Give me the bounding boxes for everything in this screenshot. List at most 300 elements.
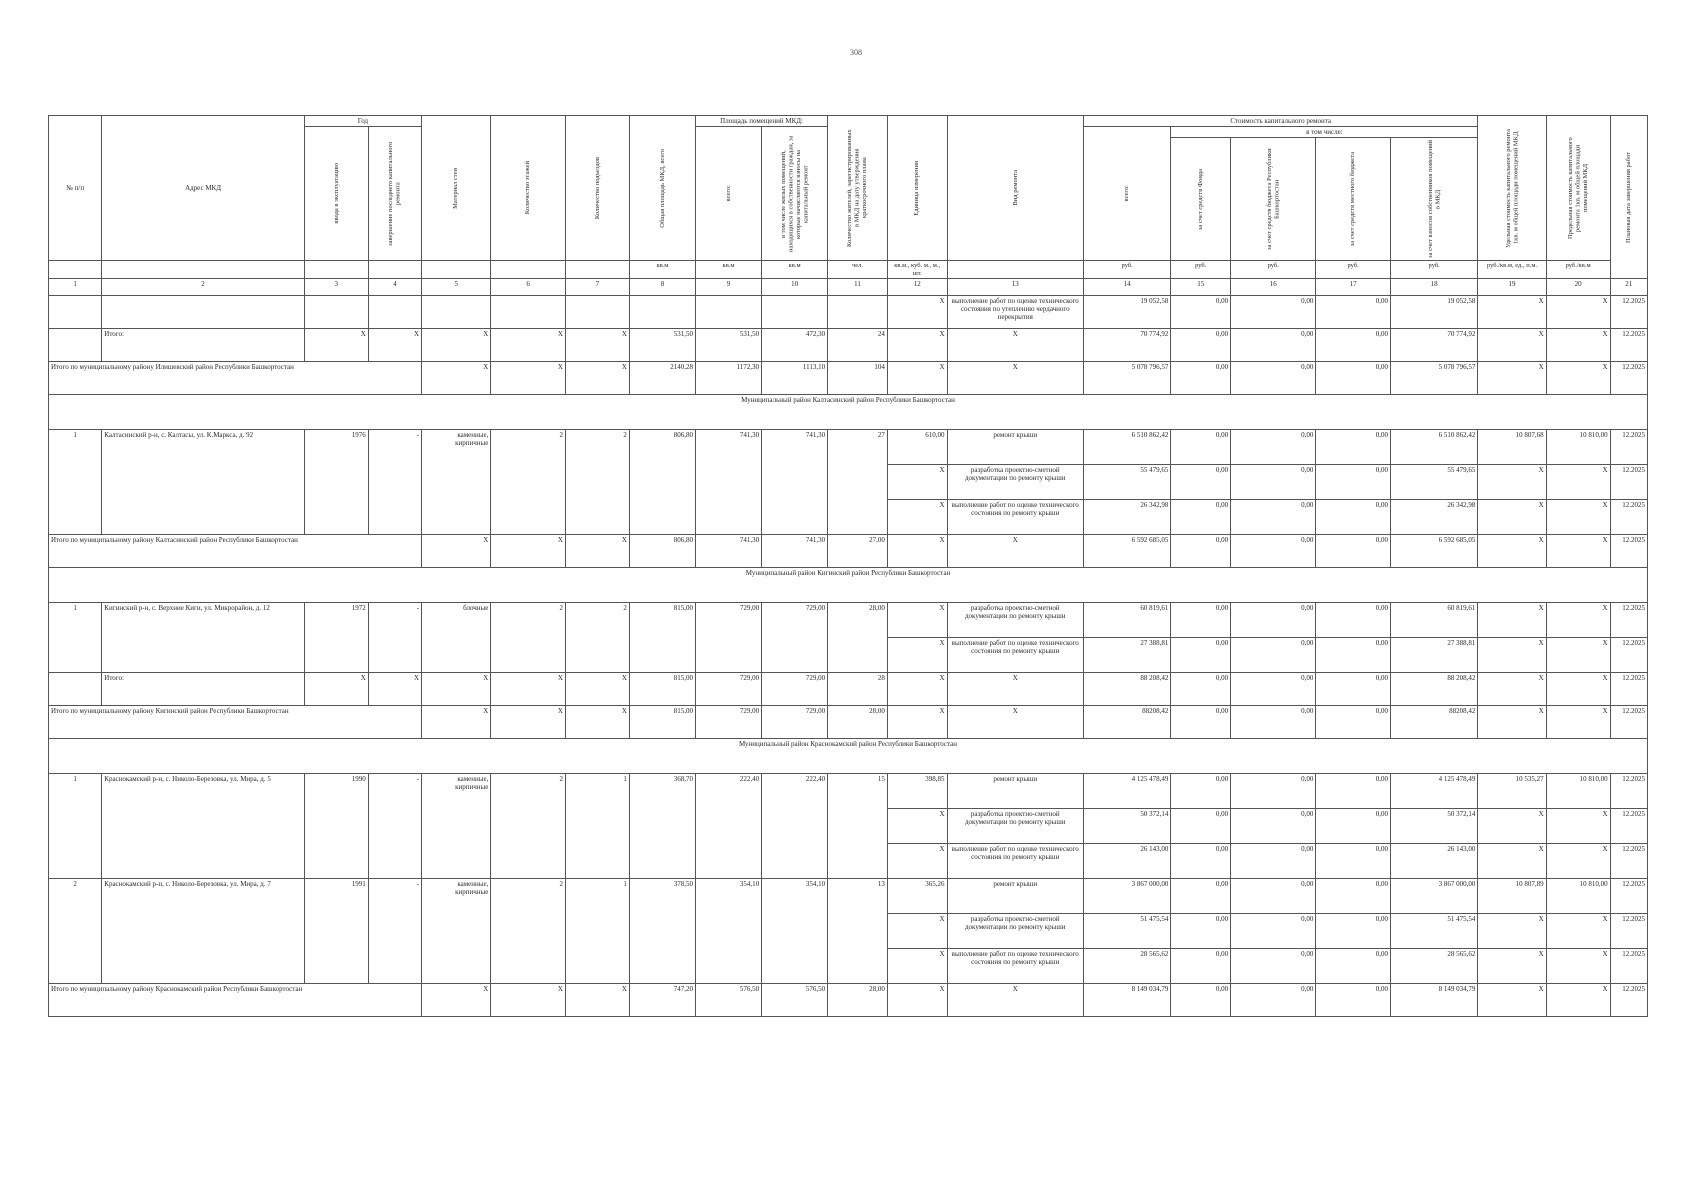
header-premises-group: Площадь помещений МКД: — [695, 116, 827, 127]
subtotal-row — [49, 329, 1648, 362]
table-cell: 0,00 — [1231, 673, 1316, 706]
table-cell: 0,00 — [1316, 430, 1391, 465]
header-total-area: Общая площадь МКД, всего — [629, 116, 695, 261]
table-cell: X — [1478, 329, 1546, 362]
table-cell: 15 — [828, 774, 888, 879]
table-cell: 398,85 — [887, 774, 947, 809]
table-cell: X — [565, 535, 629, 568]
table-cell: 12.2025 — [1610, 879, 1647, 914]
header-max-cost: Предельная стоимость капитального ремонта 1кв. м общей площади помещений МКД — [1546, 116, 1610, 261]
unit-cell: руб. — [1390, 261, 1477, 279]
table-cell: 0,00 — [1316, 706, 1391, 739]
table-cell: ремонт крыши — [947, 879, 1083, 914]
table-cell: 0,00 — [1231, 809, 1316, 844]
table-cell: X — [887, 329, 947, 362]
table-cell: 26 143,00 — [1390, 844, 1477, 879]
table-cell: 729,00 — [695, 673, 761, 706]
header-planned-date: Плановая дата завершения работ — [1610, 116, 1647, 279]
table-cell: 0,00 — [1171, 430, 1231, 465]
table-cell: 1113,10 — [762, 362, 828, 395]
table-cell: 0,00 — [1231, 879, 1316, 914]
table-cell: X — [304, 673, 368, 706]
header-repair-type: Вид ремонта — [947, 116, 1083, 261]
table-cell: X — [422, 535, 491, 568]
table-cell: 0,00 — [1171, 949, 1231, 984]
table-cell: 815,00 — [629, 706, 695, 739]
table-cell: 729,00 — [762, 603, 828, 673]
table-cell: 0,00 — [1171, 774, 1231, 809]
unit-cell: руб. — [1083, 261, 1170, 279]
table-cell — [102, 261, 305, 279]
table-cell: 50 372,14 — [1083, 809, 1170, 844]
table-cell: 729,00 — [695, 603, 761, 673]
table-cell: Калтасинский р-н, с. Калтасы, ул. К.Маркса, д. 92 — [102, 430, 305, 535]
table-cell: 0,00 — [1316, 638, 1391, 673]
table-cell: Итого по муниципальному району Илишевский район Республики Башкортостан — [49, 362, 422, 395]
table-cell: 12.2025 — [1610, 362, 1647, 395]
table-cell: 60 819,61 — [1083, 603, 1170, 638]
table-cell: X — [565, 706, 629, 739]
table-cell: 28,00 — [828, 984, 888, 1017]
table-cell: 12.2025 — [1610, 706, 1647, 739]
unit-cell: кв.м — [695, 261, 761, 279]
table-cell: X — [1546, 296, 1610, 329]
table-cell: выполнение работ по оценке технического состояния по ремонту крыши — [947, 638, 1083, 673]
table-cell: 2 — [491, 879, 566, 984]
header-cost-group: Стоимость капитального ремонта — [1083, 116, 1477, 127]
table-cell: 6 — [491, 279, 566, 296]
table-cell: Краснокамский р-н, с. Николо-Березовка, ул. Мира, д. 5 — [102, 774, 305, 879]
table-cell: 531,50 — [629, 329, 695, 362]
table-cell: X — [1546, 706, 1610, 739]
table-cell: 12.2025 — [1610, 844, 1647, 879]
table-cell: разработка проектно-сметной документации по ремонту крыши — [947, 603, 1083, 638]
table-cell: X — [887, 362, 947, 395]
table-cell: 88 208,42 — [1083, 673, 1170, 706]
unit-cell: кв.м — [629, 261, 695, 279]
table-cell: X — [491, 984, 566, 1017]
table-cell: 2 — [491, 774, 566, 879]
unit-cell: кв.м., куб. м., м., шт. — [887, 261, 947, 279]
table-cell: 4 125 478,49 — [1083, 774, 1170, 809]
table-cell: X — [1478, 465, 1546, 500]
header-premises-total: всего: — [695, 127, 761, 261]
table-cell: X — [491, 706, 566, 739]
table-cell: X — [947, 362, 1083, 395]
table-cell: 6 592 685,05 — [1390, 535, 1477, 568]
header-num: № п/п — [49, 116, 102, 261]
table-cell: 1991 — [304, 879, 368, 984]
table-cell — [422, 261, 491, 279]
table-cell — [565, 261, 629, 279]
capital-repair-table — [48, 115, 1648, 1017]
table-cell: блочные — [422, 603, 491, 673]
table-cell: X — [1478, 706, 1546, 739]
table-cell: 55 479,65 — [1390, 465, 1477, 500]
district-total-row — [49, 362, 1648, 395]
table-cell: 741,30 — [695, 430, 761, 535]
table-cell: 1 — [49, 603, 102, 673]
table-cell: 18 — [1390, 279, 1477, 296]
table-cell: 9 — [695, 279, 761, 296]
table-cell: 0,00 — [1171, 603, 1231, 638]
header-local: за счет средств местного бюджета — [1316, 138, 1391, 261]
table-cell: X — [947, 706, 1083, 739]
table-cell: 0,00 — [1231, 465, 1316, 500]
table-cell: X — [491, 329, 566, 362]
table-cell: 3 867 000,00 — [1083, 879, 1170, 914]
table-cell — [828, 296, 888, 329]
table-cell: X — [491, 673, 566, 706]
table-cell: 12.2025 — [1610, 949, 1647, 984]
unit-cell: руб./кв.м — [1546, 261, 1610, 279]
table-cell: 10 535,27 — [1478, 774, 1546, 809]
table-cell: 1172,30 — [695, 362, 761, 395]
table-cell: 0,00 — [1231, 706, 1316, 739]
table-cell: 8 149 034,79 — [1083, 984, 1170, 1017]
table-cell: X — [887, 535, 947, 568]
table-cell: разработка проектно-сметной документации по ремонту крыши — [947, 465, 1083, 500]
table-cell — [368, 296, 421, 329]
table-cell: 6 510 862,42 — [1390, 430, 1477, 465]
table-cell: 0,00 — [1231, 500, 1316, 535]
table-cell: 222,40 — [695, 774, 761, 879]
table-cell: 0,00 — [1171, 500, 1231, 535]
table-cell: X — [422, 329, 491, 362]
table-cell: X — [1546, 603, 1610, 638]
table-cell: разработка проектно-сметной документации по ремонту крыши — [947, 914, 1083, 949]
header-republic: за счет средств бюджета Республики Башкортостан — [1231, 138, 1316, 261]
header-entrances: Количество подъездов — [565, 116, 629, 261]
header-owners: за счет взносов собственников помещений в МКД — [1390, 138, 1477, 261]
table-cell: X — [1546, 984, 1610, 1017]
header-year-last-repair: завершение последнего капитального ремонта — [368, 127, 421, 261]
table-cell — [491, 261, 566, 279]
table-cell: Муниципальный район Кигинский район Республики Башкортостан — [49, 568, 1648, 603]
table-cell: X — [565, 329, 629, 362]
table-cell: 0,00 — [1231, 984, 1316, 1017]
table-cell: 0,00 — [1171, 844, 1231, 879]
header-cost-total: всего: — [1083, 127, 1170, 261]
unit-cell: кв.м — [762, 261, 828, 279]
table-cell: 21 — [1610, 279, 1647, 296]
table-cell: 0,00 — [1231, 844, 1316, 879]
header-wall-material: Материал стен — [422, 116, 491, 261]
table-cell — [49, 296, 102, 329]
table-cell — [304, 261, 368, 279]
table-cell: 354,10 — [762, 879, 828, 984]
table-cell: 12.2025 — [1610, 430, 1647, 465]
table-cell: 0,00 — [1231, 430, 1316, 465]
table-cell: 0,00 — [1231, 603, 1316, 638]
table-cell: 27 388,81 — [1390, 638, 1477, 673]
table-cell: 2 — [565, 603, 629, 673]
table-cell: X — [422, 984, 491, 1017]
table-cell: 26 143,00 — [1083, 844, 1170, 879]
table-cell: 12 — [887, 279, 947, 296]
table-cell: выполнение работ по оценке технического состояния по ремонту крыши — [947, 844, 1083, 879]
table-cell: 55 479,65 — [1083, 465, 1170, 500]
table-cell: X — [491, 535, 566, 568]
table-cell: X — [947, 984, 1083, 1017]
table-cell: каменные, кирпичные — [422, 879, 491, 984]
table-cell: X — [887, 844, 947, 879]
table-cell: 0,00 — [1171, 329, 1231, 362]
table-cell: 2 — [491, 430, 566, 535]
table-cell: 8 — [629, 279, 695, 296]
table-cell: 0,00 — [1231, 362, 1316, 395]
table-cell: Итого по муниципальному району Калтасинский район Республики Башкортостан — [49, 535, 422, 568]
table-cell: X — [422, 706, 491, 739]
table-cell: 741,30 — [762, 535, 828, 568]
table-cell: 0,00 — [1171, 535, 1231, 568]
table-cell: 2 — [565, 430, 629, 535]
table-cell: X — [1478, 296, 1546, 329]
table-cell: X — [1546, 465, 1610, 500]
table-cell: 6 510 862,42 — [1083, 430, 1170, 465]
table-cell: 104 — [828, 362, 888, 395]
table-cell: 0,00 — [1171, 362, 1231, 395]
table-cell: 19 052,58 — [1390, 296, 1477, 329]
table-row — [49, 430, 1648, 465]
table-cell: Итого: — [102, 673, 305, 706]
table-cell: X — [1546, 844, 1610, 879]
table-cell: выполнение работ по оценке технического состояния по утеплению чердачного перекрытия — [947, 296, 1083, 329]
table-cell: 19 052,58 — [1083, 296, 1170, 329]
subtotal-row — [49, 673, 1648, 706]
table-cell: выполнение работ по оценке технического состояния по ремонту крыши — [947, 500, 1083, 535]
table-cell: X — [887, 638, 947, 673]
table-cell: 10 — [762, 279, 828, 296]
table-cell: 0,00 — [1316, 774, 1391, 809]
table-cell: 0,00 — [1316, 809, 1391, 844]
table-cell: X — [1546, 535, 1610, 568]
table-cell: 24 — [828, 329, 888, 362]
column-number-row — [49, 279, 1648, 296]
table-cell: 0,00 — [1171, 809, 1231, 844]
table-cell: 20 — [1546, 279, 1610, 296]
table-cell: - — [368, 774, 421, 879]
table-cell: 0,00 — [1171, 673, 1231, 706]
unit-cell: руб. — [1231, 261, 1316, 279]
table-cell: 365,26 — [887, 879, 947, 914]
table-cell: выполнение работ по оценке технического состояния по ремонту крыши — [947, 949, 1083, 984]
header-residents: Количество жителей, зарегистрированных в МКД на дату утверждения краткосрочного плана — [828, 116, 888, 261]
table-cell: 12.2025 — [1610, 774, 1647, 809]
table-cell: 2 — [102, 279, 305, 296]
table-cell: X — [947, 535, 1083, 568]
table-cell: 88208,42 — [1390, 706, 1477, 739]
table-cell: Краснокамский р-н, с. Николо-Березовка, ул. Мира, д. 7 — [102, 879, 305, 984]
table-cell: 222,40 — [762, 774, 828, 879]
table-cell: 576,50 — [695, 984, 761, 1017]
table-cell: Муниципальный район Калтасинский район Республики Башкортостан — [49, 395, 1648, 430]
table-cell: X — [1478, 362, 1546, 395]
table-cell: - — [368, 879, 421, 984]
table-cell: X — [422, 362, 491, 395]
table-cell: 3 867 000,00 — [1390, 879, 1477, 914]
header-unit-measure: Единица измерения — [887, 116, 947, 261]
table-cell: 0,00 — [1231, 296, 1316, 329]
table-cell — [49, 261, 102, 279]
table-cell: 729,00 — [695, 706, 761, 739]
table-cell: X — [887, 465, 947, 500]
table-cell: 0,00 — [1316, 535, 1391, 568]
table-cell — [565, 296, 629, 329]
table-cell: X — [947, 329, 1083, 362]
table-cell: 0,00 — [1171, 638, 1231, 673]
table-cell: 531,50 — [695, 329, 761, 362]
table-cell: X — [1546, 809, 1610, 844]
table-cell: 28,00 — [828, 603, 888, 673]
table-cell: X — [1546, 914, 1610, 949]
table-cell — [49, 673, 102, 706]
table-cell: 12.2025 — [1610, 984, 1647, 1017]
table-cell: 0,00 — [1316, 500, 1391, 535]
table-cell: 610,00 — [887, 430, 947, 465]
table-cell: 10 810,00 — [1546, 774, 1610, 809]
table-cell: 3 — [304, 279, 368, 296]
table-cell — [629, 296, 695, 329]
table-cell: 14 — [1083, 279, 1170, 296]
header-fund: за счет средств Фонда — [1171, 138, 1231, 261]
table-cell: 806,80 — [629, 430, 695, 535]
table-cell: X — [1478, 500, 1546, 535]
table-cell: X — [1478, 535, 1546, 568]
table-cell: 12.2025 — [1610, 638, 1647, 673]
table-row — [49, 603, 1648, 638]
table-cell: 12.2025 — [1610, 809, 1647, 844]
table-cell: 354,10 — [695, 879, 761, 984]
table-cell: 806,80 — [629, 535, 695, 568]
table-cell: 815,00 — [629, 603, 695, 673]
table-cell: X — [1546, 329, 1610, 362]
table-cell: 729,00 — [762, 673, 828, 706]
table-cell: 741,30 — [695, 535, 761, 568]
table-cell: 12.2025 — [1610, 603, 1647, 638]
table-cell: 27 — [828, 430, 888, 535]
table-cell: 0,00 — [1316, 362, 1391, 395]
table-cell: 10 810,00 — [1546, 879, 1610, 914]
table-cell: 0,00 — [1171, 465, 1231, 500]
table-cell: X — [1478, 638, 1546, 673]
table-cell: 741,30 — [762, 430, 828, 535]
table-cell: 1 — [49, 430, 102, 535]
header-year-commission: ввода в эксплуатацию — [304, 127, 368, 261]
table-cell: 0,00 — [1171, 984, 1231, 1017]
table-cell: X — [565, 673, 629, 706]
table-cell: X — [887, 706, 947, 739]
table-cell: 12.2025 — [1610, 465, 1647, 500]
table-cell: X — [491, 362, 566, 395]
table-cell: 51 475,54 — [1083, 914, 1170, 949]
table-cell: X — [368, 673, 421, 706]
table-cell — [947, 261, 1083, 279]
table-cell: 0,00 — [1316, 949, 1391, 984]
table-cell: X — [1546, 500, 1610, 535]
table-cell: 0,00 — [1316, 673, 1391, 706]
table-cell: 2 — [491, 603, 566, 673]
table-cell: X — [947, 673, 1083, 706]
table-cell: X — [1546, 638, 1610, 673]
table-cell: 0,00 — [1316, 465, 1391, 500]
table-cell: X — [1478, 844, 1546, 879]
table-cell: 12.2025 — [1610, 535, 1647, 568]
table-cell: 729,00 — [762, 706, 828, 739]
table-cell: 0,00 — [1171, 706, 1231, 739]
table-cell: 1972 — [304, 603, 368, 673]
header-address: Адрес МКД — [102, 116, 305, 261]
table-cell: X — [422, 673, 491, 706]
table-cell — [304, 296, 368, 329]
table-cell: 15 — [1171, 279, 1231, 296]
table-cell — [49, 329, 102, 362]
table-cell: 0,00 — [1316, 603, 1391, 638]
table-cell: X — [565, 984, 629, 1017]
table-cell: 16 — [1231, 279, 1316, 296]
table-cell: 0,00 — [1171, 879, 1231, 914]
table-cell: 50 372,14 — [1390, 809, 1477, 844]
table-cell — [422, 296, 491, 329]
table-cell: 0,00 — [1316, 329, 1391, 362]
table-cell: 0,00 — [1231, 638, 1316, 673]
unit-cell: руб. — [1316, 261, 1391, 279]
table-cell: 368,70 — [629, 774, 695, 879]
table-cell: 26 342,98 — [1390, 500, 1477, 535]
table-cell: X — [1478, 914, 1546, 949]
table-cell: 12.2025 — [1610, 500, 1647, 535]
table-cell — [695, 296, 761, 329]
table-cell: 0,00 — [1316, 914, 1391, 949]
table-cell: X — [1478, 603, 1546, 638]
table-cell: Итого по муниципальному району Краснокамский район Республики Башкортостан — [49, 984, 422, 1017]
unit-cell: чел. — [828, 261, 888, 279]
table-cell: 4 125 478,49 — [1390, 774, 1477, 809]
section-row — [49, 395, 1648, 430]
table-cell: X — [1546, 673, 1610, 706]
table-cell: 10 807,89 — [1478, 879, 1546, 914]
table-cell: X — [887, 809, 947, 844]
table-cell: 10 807,68 — [1478, 430, 1546, 465]
table-cell: 0,00 — [1231, 914, 1316, 949]
table-cell: 28 — [828, 673, 888, 706]
table-cell: X — [1546, 362, 1610, 395]
table-cell: ремонт крыши — [947, 430, 1083, 465]
table-cell: 12.2025 — [1610, 329, 1647, 362]
table-cell: X — [1478, 984, 1546, 1017]
table-cell: 17 — [1316, 279, 1391, 296]
table-cell: 88208,42 — [1083, 706, 1170, 739]
table-cell: 5 078 796,57 — [1390, 362, 1477, 395]
table-cell: 7 — [565, 279, 629, 296]
table-cell: 26 342,98 — [1083, 500, 1170, 535]
header-floors: Количество этажей — [491, 116, 566, 261]
table-cell: 5 — [422, 279, 491, 296]
table-cell: - — [368, 430, 421, 535]
table-cell: 51 475,54 — [1390, 914, 1477, 949]
table-cell: 472,30 — [762, 329, 828, 362]
table-cell — [491, 296, 566, 329]
district-total-row — [49, 706, 1648, 739]
table-cell: 28 565,62 — [1083, 949, 1170, 984]
table-cell: 0,00 — [1316, 984, 1391, 1017]
table-cell: X — [887, 673, 947, 706]
table-cell: X — [887, 500, 947, 535]
table-cell: 1 — [49, 774, 102, 879]
table-cell: 1 — [49, 279, 102, 296]
table-cell: Кигинский р-н, с. Верхние Киги, ул. Микрорайон, д. 12 — [102, 603, 305, 673]
table-cell: X — [565, 362, 629, 395]
